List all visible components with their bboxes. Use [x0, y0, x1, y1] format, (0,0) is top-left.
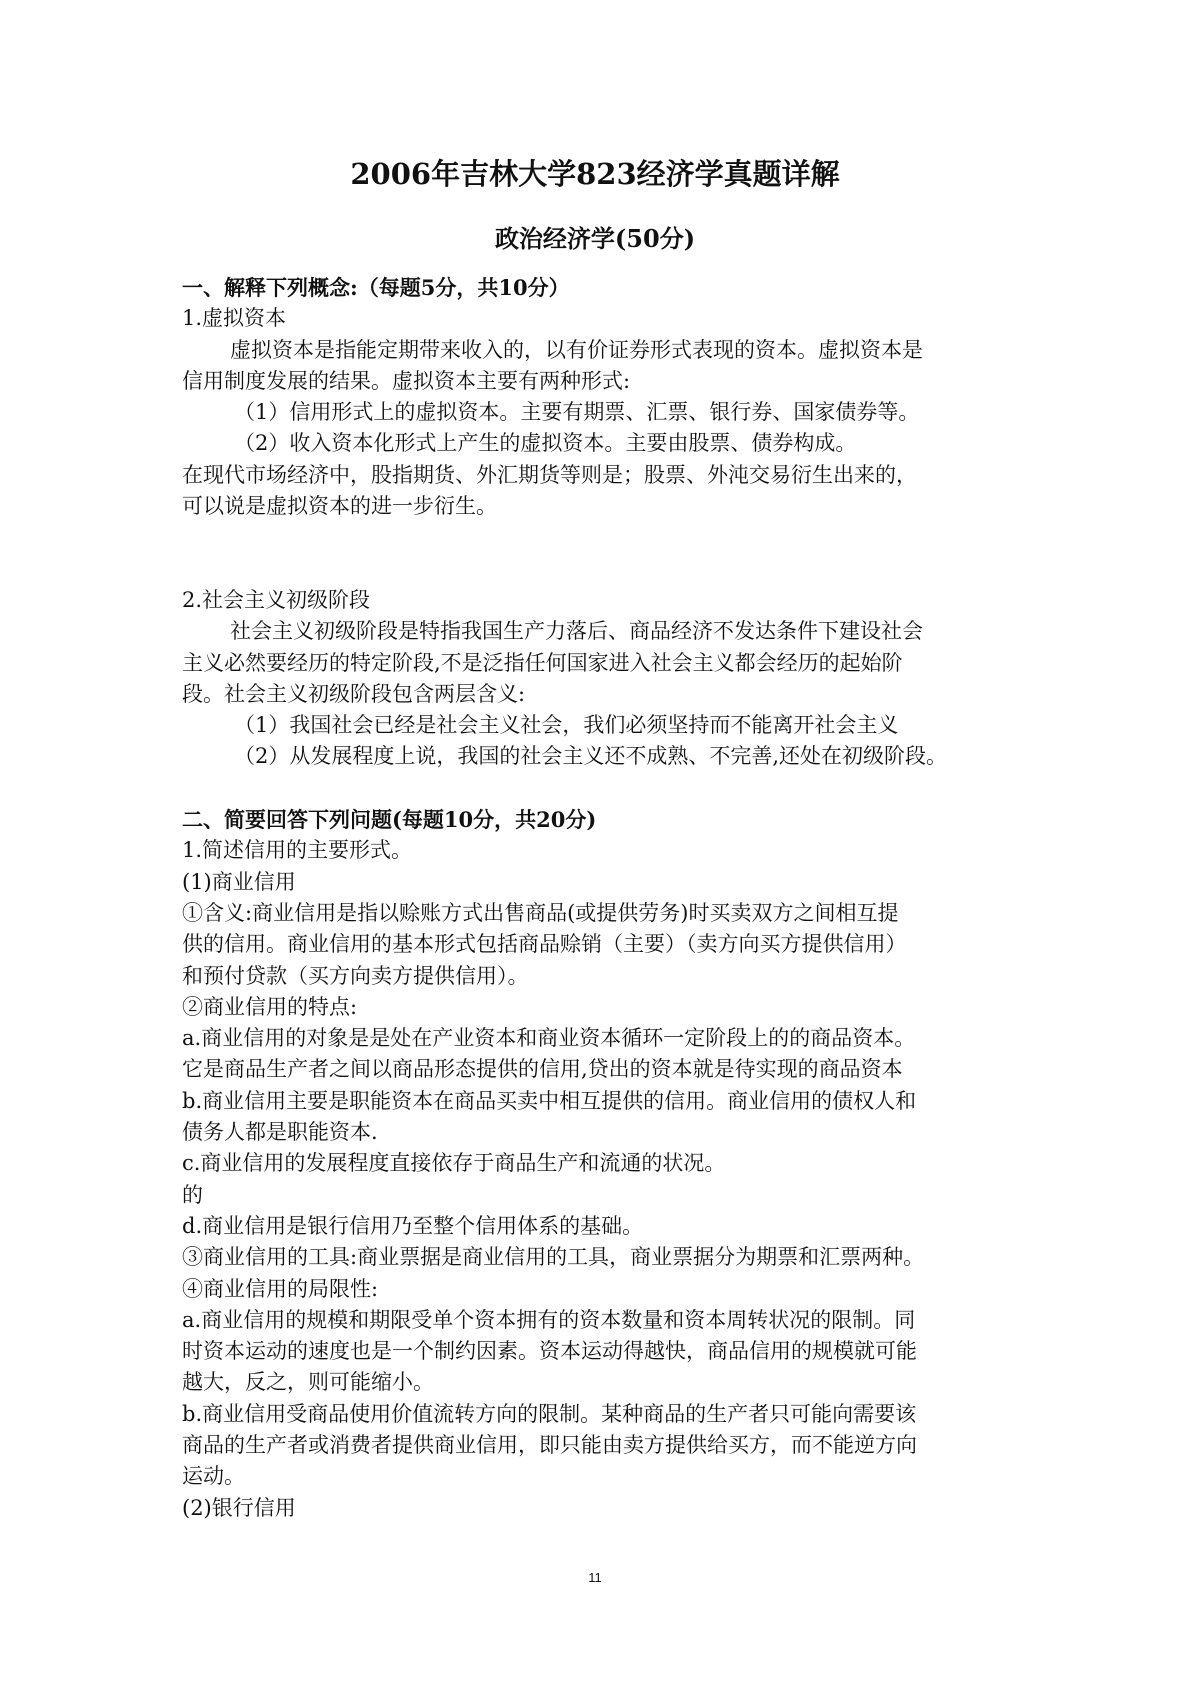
text-line: 它是商品生产者之间以商品形态提供的信用,贷出的资本就是待实现的商品资本 [182, 1057, 903, 1082]
text-line: 的 [182, 1182, 203, 1207]
text-line: d.商业信用是银行信用乃至整个信用体系的基础。 [182, 1213, 644, 1238]
text-line: 1.简述信用的主要形式。 [182, 838, 413, 863]
text-line: 虚拟资本是指能定期带来收入的，以有价证券形式表现的资本。虚拟资本是 [230, 337, 923, 362]
text-line: 和预付贷款（买方向卖方提供信用）。 [182, 963, 529, 988]
text-line: 在现代市场经济中，股指期货、外汇期货等则是；股票、外沌交易衍生出来的， [182, 462, 917, 487]
text-line: b.商业信用受商品使用价值流转方向的限制。某种商品的生产者只可能向需要该 [182, 1401, 917, 1426]
text-line: c.商业信用的发展程度直接依存于商品生产和流通的状况。 [182, 1151, 726, 1176]
text-line: 2.社会主义初级阶段 [182, 587, 371, 612]
text-line: (1)商业信用 [182, 869, 296, 894]
text-line: 债务人都是职能资本. [182, 1120, 378, 1145]
text-line: b.商业信用主要是职能资本在商品买卖中相互提供的信用。商业信用的债权人和 [182, 1088, 917, 1113]
text-line: 社会主义初级阶段是特指我国生产力落后、商品经济不发达条件下建设社会 [230, 619, 923, 644]
text-line: ④商业信用的局限性: [182, 1276, 379, 1301]
page-title: 2006年吉林大学823经济学真题详解 [350, 157, 840, 191]
blank-line [182, 522, 1022, 553]
text-line: 一、解释下列概念:（每题5分，共10分） [182, 275, 570, 300]
text-line: 段。社会主义初级阶段包含两层含义: [182, 681, 526, 706]
text-line: （1）我国社会已经是社会主义社会，我们必须坚持而不能离开社会主义 [234, 713, 899, 738]
text-line: a.商业信用的规模和期限受单个资本拥有的资本数量和资本周转状况的限制。同 [182, 1307, 916, 1332]
document-body [182, 272, 1022, 1524]
text-line: 可以说是虚拟资本的进一步衍生。 [182, 494, 497, 519]
page-number: 11 [588, 1570, 602, 1585]
text-line: (2)银行信用 [182, 1495, 296, 1520]
text-line: 二、简要回答下列问题(每题10分，共20分) [182, 807, 597, 833]
text-line: 时资本运动的速度也是一个制约因素。资本运动得越快，商品信用的规模就可能 [182, 1339, 917, 1364]
text-line: 供的信用。商业信用的基本形式包括商品赊销（主要）（卖方向买方提供信用） [182, 932, 907, 957]
text-line: （2）收入资本化形式上产生的虚拟资本。主要由股票、债券构成。 [234, 431, 857, 456]
blank-line [182, 554, 1022, 585]
text-line: ①含义:商业信用是指以赊账方式出售商品(或提供劳务)时买卖双方之间相互提 [182, 900, 899, 925]
text-line: 越大，反之，则可能缩小。 [182, 1370, 434, 1395]
blank-line [182, 773, 1022, 804]
text-line: 信用制度发展的结果。虚拟资本主要有两种形式: [182, 368, 631, 393]
text-line: 主义必然要经历的特定阶段,不是泛指任何国家进入社会主义都会经历的起始阶 [182, 650, 903, 675]
text-line: （2）从发展程度上说，我国的社会主义还不成熟、不完善,还处在初级阶段。 [234, 744, 948, 769]
text-line: a.商业信用的对象是是处在产业资本和商业资本循环一定阶段上的的商品资本。 [182, 1026, 916, 1051]
text-line: ③商业信用的工具:商业票据是商业信用的工具，商业票据分为期票和汇票两种。 [182, 1245, 925, 1270]
text-line: 运动。 [182, 1464, 245, 1489]
section-title: 政治经济学(50分) [494, 224, 696, 253]
text-line: （1）信用形式上的虚拟资本。主要有期票、汇票、银行券、国家债券等。 [234, 400, 920, 425]
text-line: 1.虚拟资本 [182, 306, 287, 331]
text-line: 商品的生产者或消费者提供商业信用，即只能由卖方提供给买方，而不能逆方向 [182, 1432, 917, 1457]
text-line: ②商业信用的特点: [182, 994, 358, 1019]
